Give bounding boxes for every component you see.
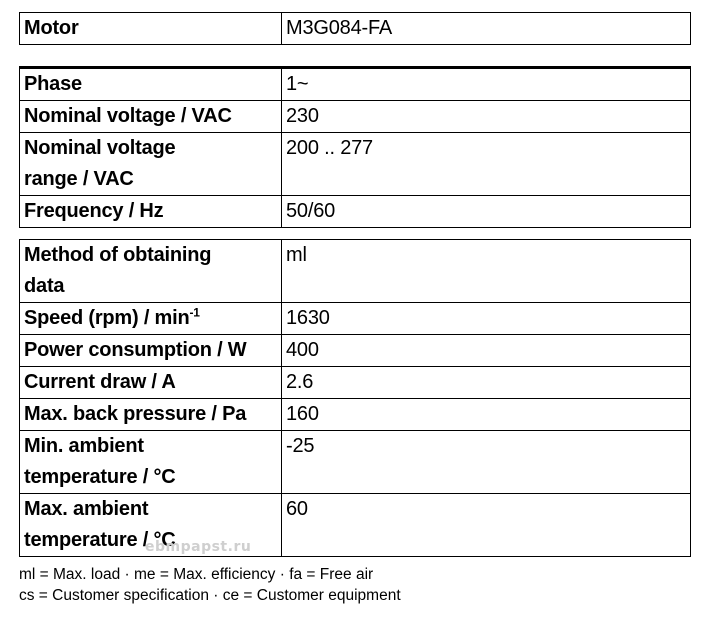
watermark: ebmpapst.ru xyxy=(145,539,252,555)
row-value: -25 xyxy=(282,431,691,494)
row-value: 1630 xyxy=(282,303,691,335)
row-label: Max. back pressure / Pa xyxy=(20,399,282,431)
row-label xyxy=(20,431,282,494)
label-line: Nominal voltage xyxy=(24,137,176,159)
row-value: 200 .. 277 xyxy=(282,133,691,196)
electrical-table xyxy=(19,66,691,228)
table-row xyxy=(20,494,691,557)
row-value: 230 xyxy=(282,101,691,133)
row-value: ml xyxy=(282,240,691,303)
note-line: ml = Max. load · me = Max. efficiency · fa = Free air xyxy=(19,566,374,583)
row-label xyxy=(20,133,282,196)
label-line: Max. ambient xyxy=(24,498,149,520)
row-label: Power consumption / W xyxy=(20,335,282,367)
label-line: temperature / °C xyxy=(24,529,176,551)
row-label: Current draw / A xyxy=(20,367,282,399)
table-row xyxy=(20,335,691,367)
row-label: Nominal voltage / VAC xyxy=(20,101,282,133)
motor-table xyxy=(19,12,691,45)
table-row xyxy=(20,367,691,399)
label-line: range / VAC xyxy=(24,168,134,190)
label-line: temperature / °C xyxy=(24,466,176,488)
table-row xyxy=(20,399,691,431)
table-row xyxy=(20,133,691,196)
label-line: data xyxy=(24,275,65,297)
row-value: 50/60 xyxy=(282,196,691,228)
row-value: 60 xyxy=(282,494,691,557)
legend-notes xyxy=(19,564,401,606)
row-label xyxy=(20,303,282,335)
row-label: Phase xyxy=(20,68,282,101)
table-row xyxy=(20,68,691,101)
label-text: Speed (rpm) / min xyxy=(24,307,190,329)
row-value: 160 xyxy=(282,399,691,431)
row-label: Motor xyxy=(20,13,282,45)
row-value: 2.6 xyxy=(282,367,691,399)
row-label xyxy=(20,240,282,303)
row-label: Frequency / Hz xyxy=(20,196,282,228)
row-value: 400 xyxy=(282,335,691,367)
row-value: 1~ xyxy=(282,68,691,101)
label-line: Method of obtaining xyxy=(24,244,212,266)
label-superscript: -1 xyxy=(189,305,200,320)
note-line: cs = Customer specification · ce = Customer equipment xyxy=(19,587,401,604)
label-line: Min. ambient xyxy=(24,435,144,457)
table-row xyxy=(20,240,691,303)
table-row xyxy=(20,101,691,133)
table-row xyxy=(20,196,691,228)
row-value: M3G084-FA xyxy=(282,13,691,45)
table-row xyxy=(20,13,691,45)
performance-table xyxy=(19,239,691,557)
table-row xyxy=(20,303,691,335)
table-row xyxy=(20,431,691,494)
